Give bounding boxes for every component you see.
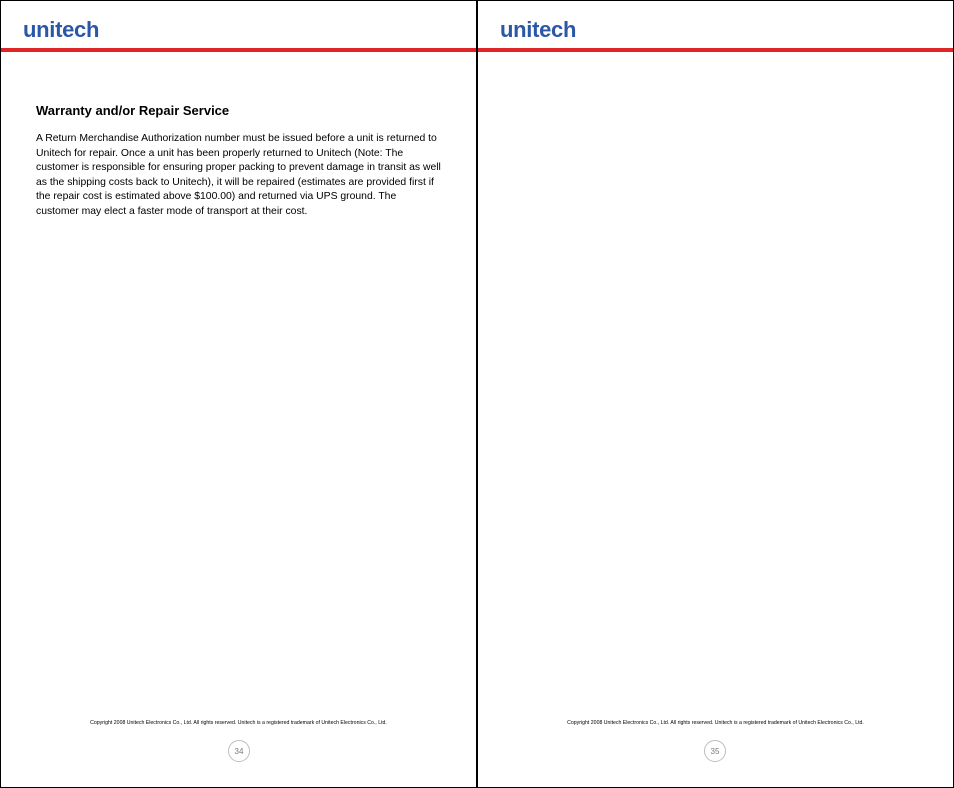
page-number: 34 <box>234 746 244 756</box>
page-right <box>477 0 954 788</box>
unitech-logo: unitech <box>23 17 100 42</box>
warranty-paragraph: A Return Merchandise Authorization number must be issued before a unit is returned to Unitech for repair. Once a unit has been properly returned to Unitech (Note: The customer is responsible for ensuring proper packing to prevent damage in transit as well as the shipping costs back to Unitech), it will be repaired (estimates are provided first if the repair cost is estimated above $100.00) and returned via UPS ground. The customer may elect a faster mode of transport at their cost. <box>36 133 441 217</box>
unitech-logo: unitech <box>500 17 577 42</box>
page-number: 35 <box>710 746 720 756</box>
page-number-badge <box>704 740 726 762</box>
copyright-notice: Copyright 2008 Unitech Electronics Co., Ltd. All rights reserved. Unitech is a registered trademark of Unitech Electronics Co., Ltd. <box>567 720 864 726</box>
header-rule <box>478 48 953 52</box>
header-rule <box>1 48 476 52</box>
section-title: Warranty and/or Repair Service <box>36 103 230 118</box>
copyright-notice: Copyright 2008 Unitech Electronics Co., Ltd. All rights reserved. Unitech is a registered trademark of Unitech Electronics Co., Ltd. <box>90 720 387 726</box>
page-number-badge <box>228 740 250 762</box>
